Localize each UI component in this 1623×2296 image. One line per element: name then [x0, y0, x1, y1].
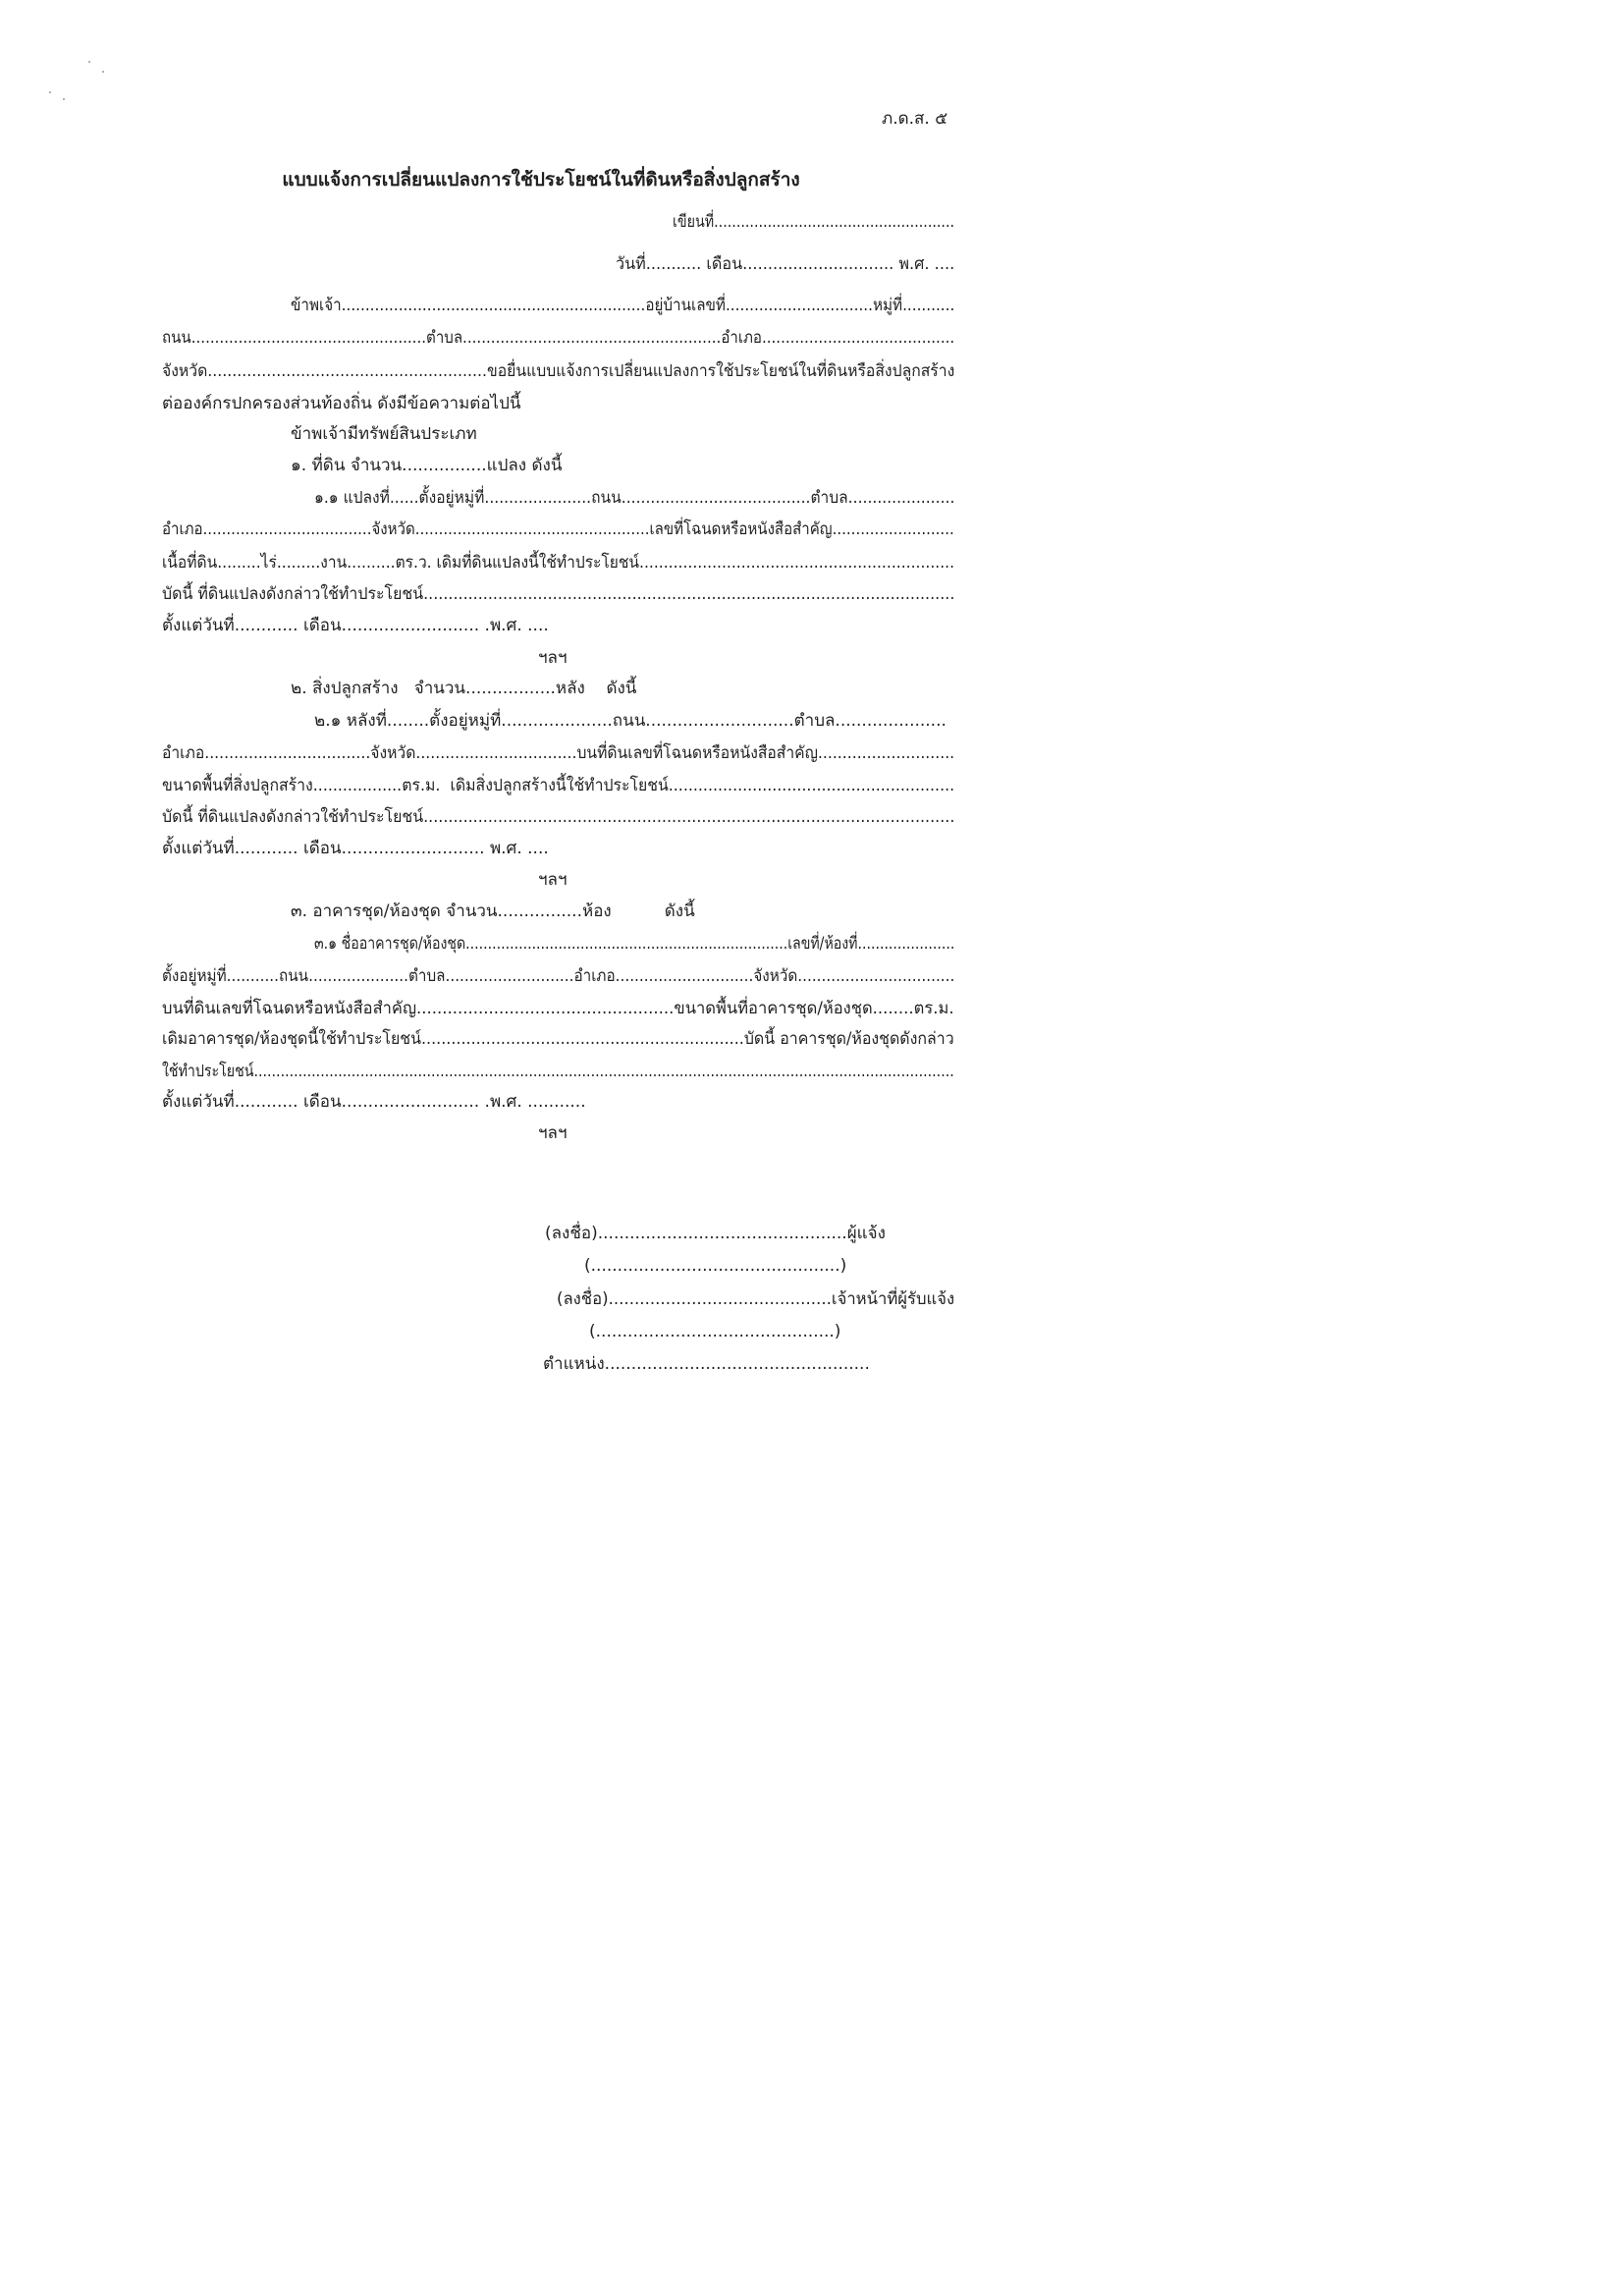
section2-line: ขนาดพื้นที่สิ่งปลูกสร้าง..................ตร.ม. เดิมสิ่งปลูกสร้างนี้ใช้ทำประโยชน์..........................................................	[162, 776, 955, 795]
section1-heading: ๑. ที่ดิน จำนวน................แปลง ดังนี้	[291, 456, 563, 475]
informant-signature: (ลงชื่อ)...............................................ผู้แจ้ง	[545, 1224, 886, 1243]
section3-heading: ๓. อาคารชุด/ห้องชุด จำนวน................ห้อง ดังนี้	[291, 902, 695, 921]
declarant-line: ข้าพเจ้า................................................................อยู่บ้านเลขที่...............................หมู่ที่...........	[291, 296, 955, 315]
section2-etc: ฯลฯ	[538, 870, 568, 890]
section1-etc: ฯลฯ	[538, 648, 568, 668]
informant-name: (...............................................)	[584, 1256, 847, 1276]
form-code: ภ.ด.ส. ๕	[882, 109, 948, 129]
address-line: ถนน..................................................ตำบล.......................................................อำเภอ.........................................	[162, 328, 955, 348]
section3-line: ใช้ทำประโยชน์..............................................................................................................................................................	[162, 1062, 954, 1081]
section3-line: บนที่ดินเลขที่โฉนดหรือหนังสือสำคัญ..................................................ขนาดพื้นที่อาคารชุด/ห้องชุด........ตร.ม.	[162, 999, 954, 1018]
written-at-field: เขียนที่......................................................	[673, 212, 955, 232]
form-title: แบบแจ้งการเปลี่ยนแปลงการใช้ประโยชน์ในที่ดินหรือสิ่งปลูกสร้าง	[282, 169, 800, 191]
section3-line: ตั้งแต่วันที่............ เดือน.......................... .พ.ศ. ...........	[162, 1092, 586, 1112]
section1-line: ตั้งแต่วันที่............ เดือน.......................... .พ.ศ. ....	[162, 616, 549, 635]
section2-line: บัดนี้ ที่ดินแปลงดังกล่าวใช้ทำประโยชน์...........................................................................................................	[162, 807, 955, 827]
scan-speck	[88, 61, 90, 63]
officer-signature: (ลงชื่อ)...........................................เจ้าหน้าที่ผู้รับแจ้ง	[557, 1289, 955, 1309]
section2-line: ตั้งแต่วันที่............ เดือน........................... พ.ศ. ....	[162, 839, 549, 858]
position-field: ตำแหน่ง..................................................	[543, 1354, 870, 1374]
section3-etc: ฯลฯ	[538, 1123, 568, 1143]
section1-line: อำเภอ....................................จังหวัด..................................................เลขที่โฉนดหรือหนังสือสำคัญ..........................	[162, 519, 954, 539]
section2-item: ๒.๑ หลังที่........ตั้งอยู่หมู่ที่.....................ถนน............................ตำบล.....................	[314, 711, 947, 731]
section3-line: เดิมอาคารชุด/ห้องชุดนี้ใช้ทำประโยชน์.................................................................บัดนี้ อาคารชุด/ห้องชุดดังกล่าว	[162, 1029, 954, 1049]
section3-item: ๓.๑ ชื่ออาคารชุด/ห้องชุด.........................................................................เลขที่/ห้องที่......................	[314, 934, 955, 954]
section1-line: บัดนี้ ที่ดินแปลงดังกล่าวใช้ทำประโยชน์...........................................................................................................	[162, 584, 955, 604]
scan-speck	[49, 91, 51, 93]
section3-line: ตั้งอยู่หมู่ที่...........ถนน.....................ตำบล...........................อำเภอ.............................จังหวัด.................................	[162, 966, 955, 986]
scan-speck	[102, 71, 104, 73]
province-line: จังหวัด.........................................................ขอยื่นแบบแจ้งการเปลี่ยนแปลงการใช้ประโยชน์ในที่ดินหรือสิ่งปลูกสร้าง	[162, 361, 955, 381]
scan-speck	[63, 98, 65, 100]
date-field: วันที่........... เดือน.............................. พ.ศ. ....	[616, 254, 955, 274]
section2-line: อำเภอ..................................จังหวัด.................................บนที่ดินเลขที่โฉนดหรือหนังสือสำคัญ............................	[162, 743, 955, 763]
property-types-label: ข้าพเจ้ามีทรัพย์สินประเภท	[291, 424, 477, 444]
section1-line: เนื้อที่ดิน.........ไร่.........งาน..........ตร.ว. เดิมที่ดินแปลงนี้ใช้ทำประโยชน์.................................................................	[162, 553, 955, 573]
officer-name: (.............................................)	[589, 1322, 841, 1341]
addressee-line: ต่อองค์กรปกครองส่วนท้องถิ่น ดังมีข้อความต่อไปนี้	[162, 394, 521, 413]
section2-heading: ๒. สิ่งปลูกสร้าง จำนวน.................หลัง ดังนี้	[291, 679, 637, 698]
section1-item: ๑.๑ แปลงที่......ตั้งอยู่หมู่ที่......................ถนน.......................................ตำบล......................	[314, 488, 955, 508]
